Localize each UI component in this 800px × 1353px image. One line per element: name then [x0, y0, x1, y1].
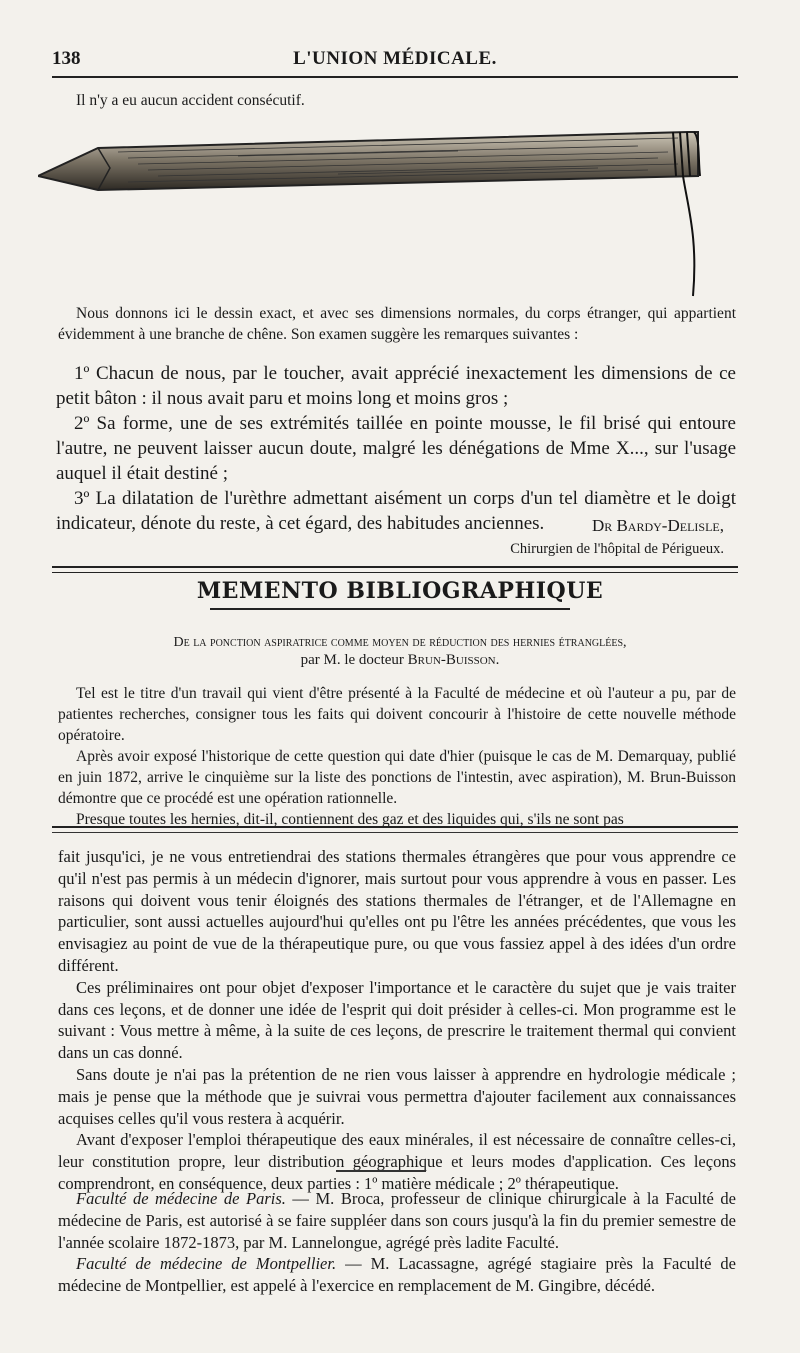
article-title: De la ponction aspiratrice comme moyen de réduction des hernies étranglées, [173, 635, 627, 650]
short-divider [336, 1170, 426, 1172]
feuilleton-body [58, 846, 736, 1195]
news-items [58, 1188, 736, 1297]
feuilleton-paragraph: Avant d'exposer l'emploi thérapeutique des eaux minérales, il est nécessaire de connaître celles-ci, leur constitution propre, leur distribution géographique et leurs modes d'application. Ces leçons comprendront, en conséquence, deux parties : 1º matière médicale ; 2º thérapeutique. [58, 1130, 736, 1193]
feuilleton-paragraph: Sans doute je n'ai pas la prétention de ne rien vous laisser à apprendre en hydrologie médicale ; mais je pense que la méthode que je suivrai vous permettra d'ajouter facilement aux connaissances acquises celles qu'il vous restera à acquérir. [58, 1064, 736, 1128]
remarks-list [56, 361, 736, 536]
page-header [52, 44, 738, 74]
running-title: L'UNION MÉDICALE. [293, 48, 497, 69]
author-affiliation: Chirurgien de l'hôpital de Périgueux. [510, 541, 724, 557]
remark-3: 3º La dilatation de l'urèthre admettant aisément un corps d'un tel diamètre et le doigt indicateur, dénote du reste, à cet égard, des habitudes anciennes. [56, 488, 736, 534]
author-name: Brun-Buisson. [407, 652, 500, 668]
remark-1: 1º Chacun de nous, par le toucher, avait apprécié inexactement les dimensions de ce petit bâton : il nous avait paru et moins long et moins gros ; [56, 363, 736, 409]
article-paragraph: Presque toutes les hernies, dit-il, contiennent des gaz et des liquides qui, s'ils ne sont pas [76, 811, 624, 828]
article-body [58, 683, 736, 830]
news-item: Faculté de médecine de Montpellier. — M. Lacassagne, agrégé stagiaire près la Faculté de médecine de Montpellier, est appelé à l'exercice en remplacement de M. Gingibre, décédé. [58, 1254, 737, 1296]
foreign-body-illustration [38, 118, 758, 298]
feuilleton-rule [52, 826, 738, 828]
section-title: MEMENTO BIBLIOGRAPHIQUE [196, 578, 604, 604]
author-signature: Dr Bardy-Delisle, [591, 516, 724, 535]
section-rule [52, 566, 738, 573]
header-rule [52, 76, 738, 78]
article-author: par M. le docteur Brun-Buisson. [300, 652, 500, 668]
remark-2: 2º Sa forme, une de ses extrémités taillée en pointe mousse, le fil brisé qui entoure l'autre, ne peuvent laisser aucun doute, malgré les dénégations de Mme X..., sur l'usage auquel il était destiné ; [56, 413, 736, 484]
page-number: 138 [52, 48, 81, 69]
feuilleton-paragraph: fait jusqu'ici, je ne vous entretiendrai des stations thermales étrangères que pour vous apprendre ce qu'il n'est pas permis à un médecin d'ignorer, mais surtout pour vous apprendre à vous en passer. Les raisons qui doivent vous tenir éloignés des stations thermales de l'étranger, et de l'Allemagne en particulier, sont aussi actuelles aujourd'hui qu'elles ont pu l'être les années précédentes, que vous les envisagiez au point de vue de la thérapeutique pure, ou que vous fassiez appel à des idées d'un ordre différent. [58, 847, 736, 975]
figure-caption: Nous donnons ici le dessin exact, et avec ses dimensions normales, du corps étranger, qui appartient évidemment à une branche de chêne. Son examen suggère les remarques suivantes : [58, 305, 736, 343]
top-line: Il n'y a eu aucun accident consécutif. [76, 92, 305, 109]
feuilleton-rule-thin [52, 832, 738, 833]
feuilleton-paragraph: Ces préliminaires ont pour objet d'exposer l'importance et le caractère du sujet que je vais traiter dans ces leçons, et de donner une idée de l'esprit qui doit présider à celles-ci. Mon programme est le suivant : Vous mettre à même, à la suite de ces leçons, de prescrire le traitement thermal qui convient dans un cas donné. [58, 977, 736, 1063]
article-paragraph: Tel est le titre d'un travail qui vient d'être présenté à la Faculté de médecine et où l'auteur a pu, par de patientes recherches, consigner tous les faits qui doivent concourir à l'histoire de cette nouvelle méthode opératoire. [58, 685, 736, 744]
news-item: Faculté de médecine de Paris. — M. Broca, professeur de clinique chirurgicale à la Faculté de médecine de Paris, est autorisé à se faire suppléer dans son cours jusqu'à la fin du premier semestre de l'année scolaire 1872-1873, par M. Lannelongue, agrégé près ladite Faculté. [58, 1189, 736, 1252]
article-paragraph: Après avoir exposé l'historique de cette question qui date d'hier (puisque le cas de M. Demarquay, publié en juin 1872, arrive le cinquième sur la liste des ponctions de l'intestin, avec aspiration), M. Brun-Buisson démontre que ce procédé est une opération rationnelle. [58, 748, 736, 807]
title-underline [210, 608, 570, 610]
